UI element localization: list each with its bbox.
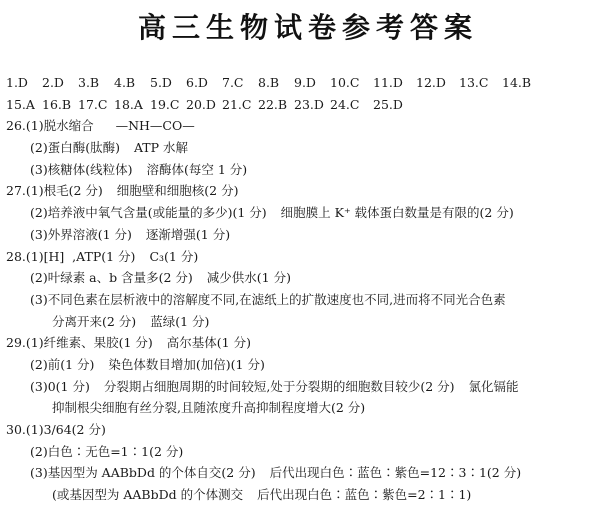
q26-peptide-bond: —NH—CO—	[115, 118, 195, 134]
q26-line-2	[6, 137, 610, 159]
mc-answer: 16.B	[42, 96, 72, 112]
q30-part3-alt-answer-b: 后代出现白色∶蓝色∶紫色=2∶1∶1)	[257, 487, 472, 503]
q29-line-4: 抑制根尖细胞有丝分裂,且随浓度升高抑制程度增大(2 分)	[52, 400, 366, 416]
q27-part1-answer: 27.(1)根毛(2 分)	[6, 183, 103, 199]
answer-content	[6, 72, 610, 506]
mc-answer: 2.D	[42, 75, 64, 90]
mc-answer: 22.B	[258, 96, 288, 112]
q29-line-3	[6, 376, 610, 398]
q26-part2-answer-b: ATP 水解	[133, 140, 189, 156]
q30-line-2: (2)白色∶无色=1∶1(2 分)	[30, 443, 184, 459]
q28-line-3: (3)不同色素在层析液中的溶解度不同,在滤纸上的扩散速度也不同,进而将不同光合色素	[30, 291, 506, 307]
mc-answer: 8.B	[258, 75, 280, 90]
q28-part2-answer-b: 减少供水(1 分)	[206, 270, 291, 286]
q27-part1-answer-b: 细胞壁和细胞核(2 分)	[116, 183, 239, 199]
mc-answer: 17.C	[78, 96, 108, 112]
mc-answer: 10.C	[330, 75, 360, 90]
q28-line-4	[6, 311, 610, 333]
q26-part2-answer: (2)蛋白酶(肽酶)	[30, 140, 120, 156]
q29-part1-answer-b: 高尔基体(1 分)	[166, 335, 251, 351]
q29-part2-answer: (2)前(1 分)	[30, 356, 95, 372]
q30-part3-answer: (3)基因型为 AABbDd 的个体自交(2 分)	[30, 465, 256, 481]
mc-answers-row-1	[6, 72, 610, 94]
mc-answer: 15.A	[6, 96, 35, 112]
q30-line-3	[6, 462, 610, 484]
mc-answer: 19.C	[150, 96, 180, 112]
q28-part3-answer-b: 蓝绿(1 分)	[150, 313, 210, 329]
page-title: 高三生物试卷参考答案	[137, 11, 478, 44]
q30-line-4	[6, 484, 610, 506]
mc-answer: 23.D	[294, 96, 324, 112]
q30-part3-answer-b: 后代出现白色∶蓝色∶紫色=12∶3∶1(2 分)	[269, 465, 522, 481]
mc-answer: 6.D	[186, 75, 208, 90]
q29-line-1	[6, 332, 610, 354]
q26-part3-answer-b: 溶酶体(每空 1 分)	[146, 161, 248, 177]
q26-line-1	[6, 115, 610, 137]
q27-part3-answer: (3)外界溶液(1 分)	[30, 226, 132, 242]
q30-part3-alt-answer: (或基因型为 AABbDd 的个体测交	[52, 487, 244, 503]
q29-part3-answer-b: 分裂期占细胞周期的时间较短,处于分裂期的细胞数目较少(2 分)	[103, 378, 455, 394]
q28-part3-answer-cont: 分离开来(2 分)	[52, 313, 137, 329]
q29-part2-answer-b: 染色体数目增加(加倍)(1 分)	[108, 356, 265, 372]
q29-part3-answer: (3)0(1 分)	[30, 378, 90, 394]
mc-answers-row-2	[6, 94, 610, 116]
mc-answer: 24.C	[330, 96, 360, 112]
q30-line-1: 30.(1)3/64(2 分)	[6, 422, 106, 437]
mc-answer: 12.D	[416, 75, 446, 90]
q27-part2-answer-b: 细胞膜上 K⁺ 载体蛋白数量是有限的(2 分)	[280, 205, 514, 221]
q29-part1-answer: 29.(1)纤维素、果胶(1 分)	[6, 335, 153, 351]
q27-part2-answer: (2)培养液中氧气含量(或能量的多少)(1 分)	[30, 205, 267, 221]
mc-answer: 7.C	[222, 75, 244, 90]
q26-part3-answer: (3)核糖体(线粒体)	[30, 161, 133, 177]
mc-answer: 14.B	[502, 75, 532, 90]
mc-answer: 9.D	[294, 75, 316, 90]
q28-line-2	[6, 267, 610, 289]
q27-line-2	[6, 202, 610, 224]
mc-answer: 25.D	[373, 96, 403, 112]
q27-line-1	[6, 180, 610, 202]
mc-answer: 13.C	[459, 75, 489, 90]
q27-line-3	[6, 224, 610, 246]
q28-line-1	[6, 246, 610, 268]
q28-part1-answer: 28.(1)[H] ,ATP(1 分)	[6, 248, 136, 264]
mc-answer: 3.B	[78, 75, 100, 90]
q26-line-3	[6, 159, 610, 181]
mc-answer: 5.D	[150, 75, 172, 90]
q28-part1-answer-b: C₃(1 分)	[149, 248, 199, 264]
q29-part3-answer-c: 氯化镉能	[468, 378, 519, 394]
mc-answer: 21.C	[222, 96, 252, 112]
q27-part3-answer-b: 逐渐增强(1 分)	[145, 226, 231, 242]
mc-answer: 18.A	[114, 96, 143, 112]
q29-line-2	[6, 354, 610, 376]
mc-answer: 4.B	[114, 75, 136, 90]
q26-part1-answer: 26.(1)脱水缩合	[6, 118, 94, 134]
mc-answer: 11.D	[373, 75, 403, 90]
mc-answer: 1.D	[6, 75, 28, 90]
q28-part2-answer: (2)叶绿素 a、b 含量多(2 分)	[30, 270, 193, 286]
mc-answer: 20.D	[186, 96, 216, 112]
